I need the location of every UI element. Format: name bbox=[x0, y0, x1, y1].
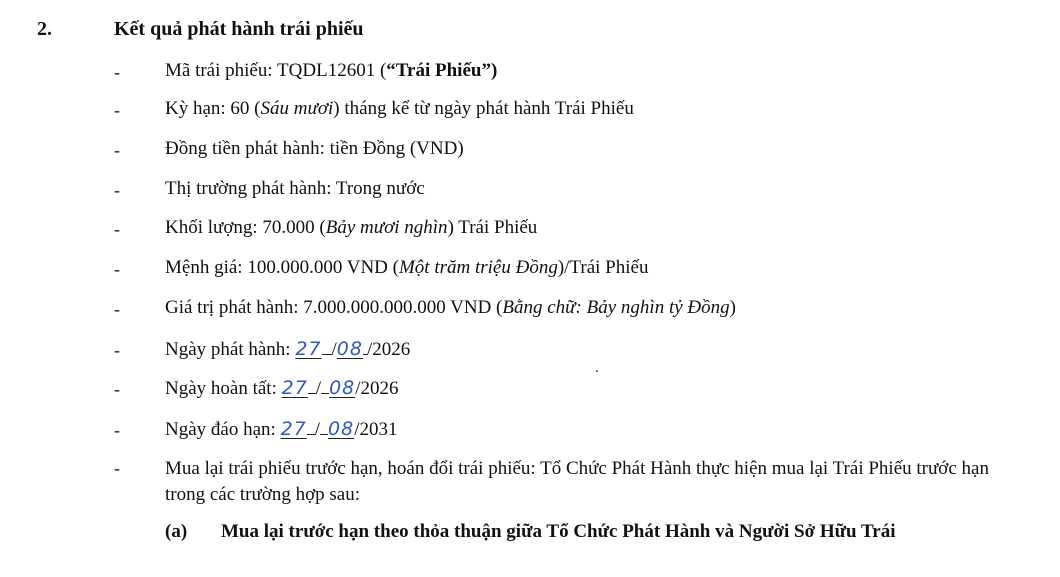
list-item-issue-date bbox=[0, 338, 1060, 368]
bond-code-quote-open: “ bbox=[386, 60, 396, 81]
date-separator: / bbox=[315, 378, 322, 399]
issue-date-day-handwritten: 27 bbox=[295, 338, 322, 360]
section-number: 2. bbox=[37, 18, 52, 40]
blank-line bbox=[322, 354, 332, 355]
volume-rest: ) Trái Phiếu bbox=[447, 217, 538, 238]
bond-code-text bbox=[165, 60, 497, 82]
blank-line bbox=[307, 434, 315, 435]
par-value-italic: Một trăm triệu Đồng bbox=[398, 257, 558, 278]
list-item-currency bbox=[0, 138, 1060, 168]
redemption-text: Mua lại trái phiếu trước hạn, hoán đổi trái phiếu: Tổ Chức Phát Hành thực hiện mua lại Trái Phiếu trước hạn trong các trường hợp sau: bbox=[165, 458, 989, 505]
term-rest: ) tháng kể từ ngày phát hành Trái Phiếu bbox=[333, 98, 634, 119]
bullet-dash: - bbox=[114, 100, 120, 120]
completion-date-year: 2026 bbox=[360, 378, 399, 399]
bullet-dash: - bbox=[114, 379, 120, 399]
stray-mark bbox=[596, 370, 598, 372]
date-separator: / bbox=[354, 419, 360, 440]
bullet-dash: - bbox=[114, 458, 120, 478]
list-item-maturity-date bbox=[0, 418, 1060, 448]
term-text bbox=[165, 98, 634, 120]
blank-line bbox=[308, 393, 316, 394]
subsection-label: (a) bbox=[165, 521, 188, 542]
maturity-date-label: Ngày đáo hạn: bbox=[165, 419, 281, 440]
volume-italic: Bảy mươi nghìn bbox=[325, 217, 448, 238]
section-heading bbox=[0, 18, 1060, 46]
maturity-date-day-handwritten: 27 bbox=[280, 418, 307, 440]
bullet-dash: - bbox=[114, 340, 120, 360]
bullet-dash: - bbox=[114, 219, 120, 239]
section-title: Kết quả phát hành trái phiếu bbox=[114, 18, 364, 40]
issue-date-year: 2026 bbox=[372, 339, 411, 360]
market-text: Thị trường phát hành: Trong nước bbox=[165, 178, 425, 199]
list-item-par-value bbox=[0, 257, 1060, 287]
maturity-date-text bbox=[165, 418, 398, 441]
issue-date-label: Ngày phát hành: bbox=[165, 339, 296, 360]
list-item-term bbox=[0, 98, 1060, 128]
par-value-text bbox=[165, 257, 648, 279]
volume-label: Khối lượng: 70.000 ( bbox=[165, 217, 326, 238]
issue-date-text bbox=[165, 338, 410, 361]
completion-date-label: Ngày hoàn tất: bbox=[165, 378, 282, 399]
bullet-dash: - bbox=[114, 420, 120, 440]
bond-code-label: Mã trái phiếu: TQDL12601 ( bbox=[165, 60, 387, 81]
par-value-label: Mệnh giá: 100.000.000 VND ( bbox=[165, 257, 399, 278]
currency-text: Đồng tiền phát hành: tiền Đồng (VND) bbox=[165, 138, 464, 159]
list-item-bond-code bbox=[0, 60, 1060, 90]
bullet-dash: - bbox=[114, 259, 120, 279]
date-separator: / bbox=[355, 378, 361, 399]
issue-value-italic: Bằng chữ: Bảy nghìn tỷ Đồng bbox=[502, 297, 730, 318]
issue-value-rest: ) bbox=[729, 297, 736, 318]
bullet-dash: - bbox=[114, 62, 120, 82]
list-item-completion-date bbox=[0, 377, 1060, 407]
issue-date-month-handwritten: 08 bbox=[336, 338, 363, 360]
completion-date-text bbox=[165, 377, 399, 400]
blank-line bbox=[321, 393, 329, 394]
volume-text bbox=[165, 217, 537, 239]
bullet-dash: - bbox=[114, 299, 120, 319]
bond-code-quote-close: ”) bbox=[481, 60, 498, 81]
list-item-redemption bbox=[0, 456, 1060, 516]
maturity-date-month-handwritten: 08 bbox=[328, 418, 355, 440]
completion-date-day-handwritten: 27 bbox=[281, 377, 308, 399]
list-item-issue-value bbox=[0, 297, 1060, 327]
subsection-a bbox=[0, 521, 1060, 551]
bullet-dash: - bbox=[114, 180, 120, 200]
list-item-market bbox=[0, 178, 1060, 208]
date-separator: / bbox=[366, 339, 373, 360]
date-separator: / bbox=[314, 419, 321, 440]
term-label: Kỳ hạn: 60 ( bbox=[165, 98, 261, 119]
completion-date-month-handwritten: 08 bbox=[329, 377, 356, 399]
date-separator: / bbox=[331, 339, 337, 360]
issue-value-text bbox=[165, 297, 736, 319]
term-italic: Sáu mươi bbox=[260, 98, 334, 119]
maturity-date-year: 2031 bbox=[359, 419, 398, 440]
blank-line bbox=[320, 434, 328, 435]
subsection-text: Mua lại trước hạn theo thỏa thuận giữa Tổ Chức Phát Hành và Người Sở Hữu Trái bbox=[221, 521, 896, 542]
bullet-dash: - bbox=[114, 140, 120, 160]
issue-value-label: Giá trị phát hành: 7.000.000.000.000 VND ( bbox=[165, 297, 503, 318]
list-item-volume bbox=[0, 217, 1060, 247]
par-value-rest: )/Trái Phiếu bbox=[557, 257, 649, 278]
bond-defined-term: Trái Phiếu bbox=[395, 60, 482, 81]
